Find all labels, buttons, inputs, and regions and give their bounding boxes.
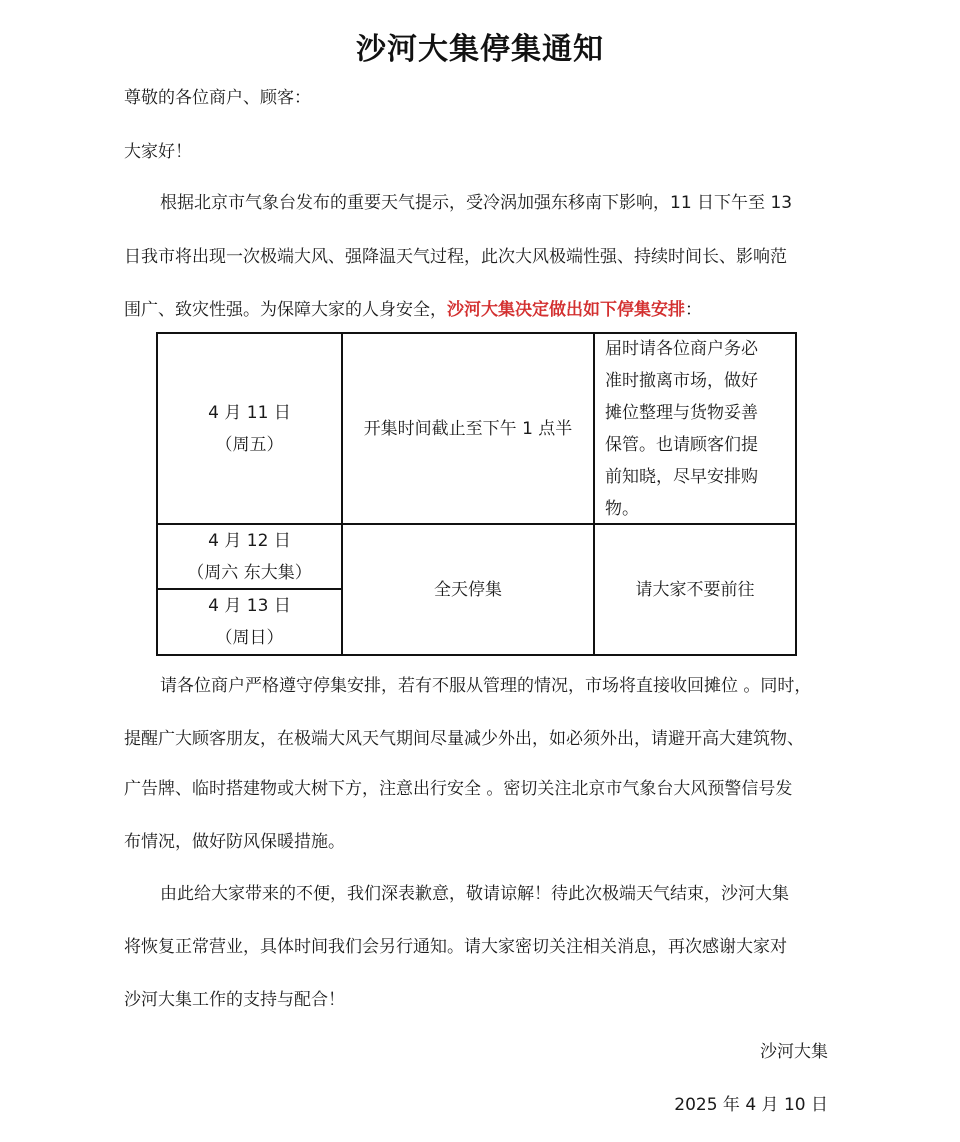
- para3-line2: 将恢复正常营业，具体时间我们会另行通知。请大家密切关注相关消息，再次感谢大家对: [124, 937, 787, 957]
- row3-weekday: （周日）: [215, 628, 284, 648]
- para1-line3-end: ：: [685, 300, 702, 320]
- row1-date-cell: [158, 334, 341, 523]
- table-border-right: [795, 332, 797, 656]
- para1-line3-text: 围广、致灾性强。为保障大家的人身安全，: [124, 300, 447, 320]
- row1-note-line: 届时请各位商户务必: [605, 338, 758, 359]
- greeting: 尊敬的各位商户、顾客：: [124, 88, 311, 108]
- para2-line4: 布情况，做好防风保暖措施。: [124, 832, 345, 852]
- merged-note: 请大家不要前往: [635, 579, 755, 600]
- para1-line3: [124, 298, 844, 322]
- hello-line: 大家好！: [124, 142, 192, 162]
- para2-line3: 广告牌、临时搭建物或大树下方，注意出行安全 。密切关注北京市气象台大风预警信号发: [124, 779, 793, 799]
- row1-note-line: 准时撤离市场，做好: [605, 370, 758, 391]
- highlight-decision: 沙河大集决定做出如下停集安排: [447, 300, 685, 320]
- para2-line1: 请各位商户严格遵守停集安排，若有不服从管理的情况，市场将直接收回摊位 。同时，: [160, 676, 812, 696]
- row3-date-cell: [158, 590, 341, 654]
- signature: 沙河大集: [760, 1042, 828, 1062]
- row1-weekday: （周五）: [215, 434, 284, 455]
- para3-line1: 由此给大家带来的不便，我们深表歉意，敬请谅解！待此次极端天气结束，沙河大集: [160, 884, 789, 904]
- row1-note-line: 前知晓，尽早安排购: [605, 466, 758, 487]
- row1-note-cell: [595, 334, 795, 523]
- merged-arrangement: 全天停集: [434, 579, 502, 600]
- row2-date: 4 月 12 日: [208, 530, 291, 551]
- notice-title: 沙河大集停集通知: [356, 32, 604, 67]
- row1-note-line: 物。: [605, 498, 639, 519]
- row1-arrangement: 开集时间截止至下午 1 点半: [363, 418, 573, 439]
- para3-line3: 沙河大集工作的支持与配合！: [124, 990, 345, 1010]
- row2-weekday: （周六 东大集）: [187, 562, 312, 583]
- table-border-bottom: [156, 654, 797, 656]
- para1-line1: 根据北京市气象台发布的重要天气提示，受冷涡加强东移南下影响，11 日下午至 13: [160, 193, 793, 213]
- row2-date-cell: [158, 525, 341, 588]
- row3-date: 4 月 13 日: [208, 596, 291, 616]
- para1-line2: 日我市将出现一次极端大风、强降温天气过程，此次大风极端性强、持续时间长、影响范: [124, 247, 787, 267]
- row1-note-line: 保管。也请顾客们提: [605, 434, 758, 455]
- notice-date: 2025 年 4 月 10 日: [674, 1095, 828, 1115]
- row1-note-line: 摊位整理与货物妥善: [605, 402, 758, 423]
- schedule-table: [156, 332, 797, 656]
- para2-line2: 提醒广大顾客朋友，在极端大风天气期间尽量减少外出，如必须外出，请避开高大建筑物、: [124, 729, 804, 749]
- row1-note: [605, 333, 758, 525]
- row1-date: 4 月 11 日: [208, 402, 291, 423]
